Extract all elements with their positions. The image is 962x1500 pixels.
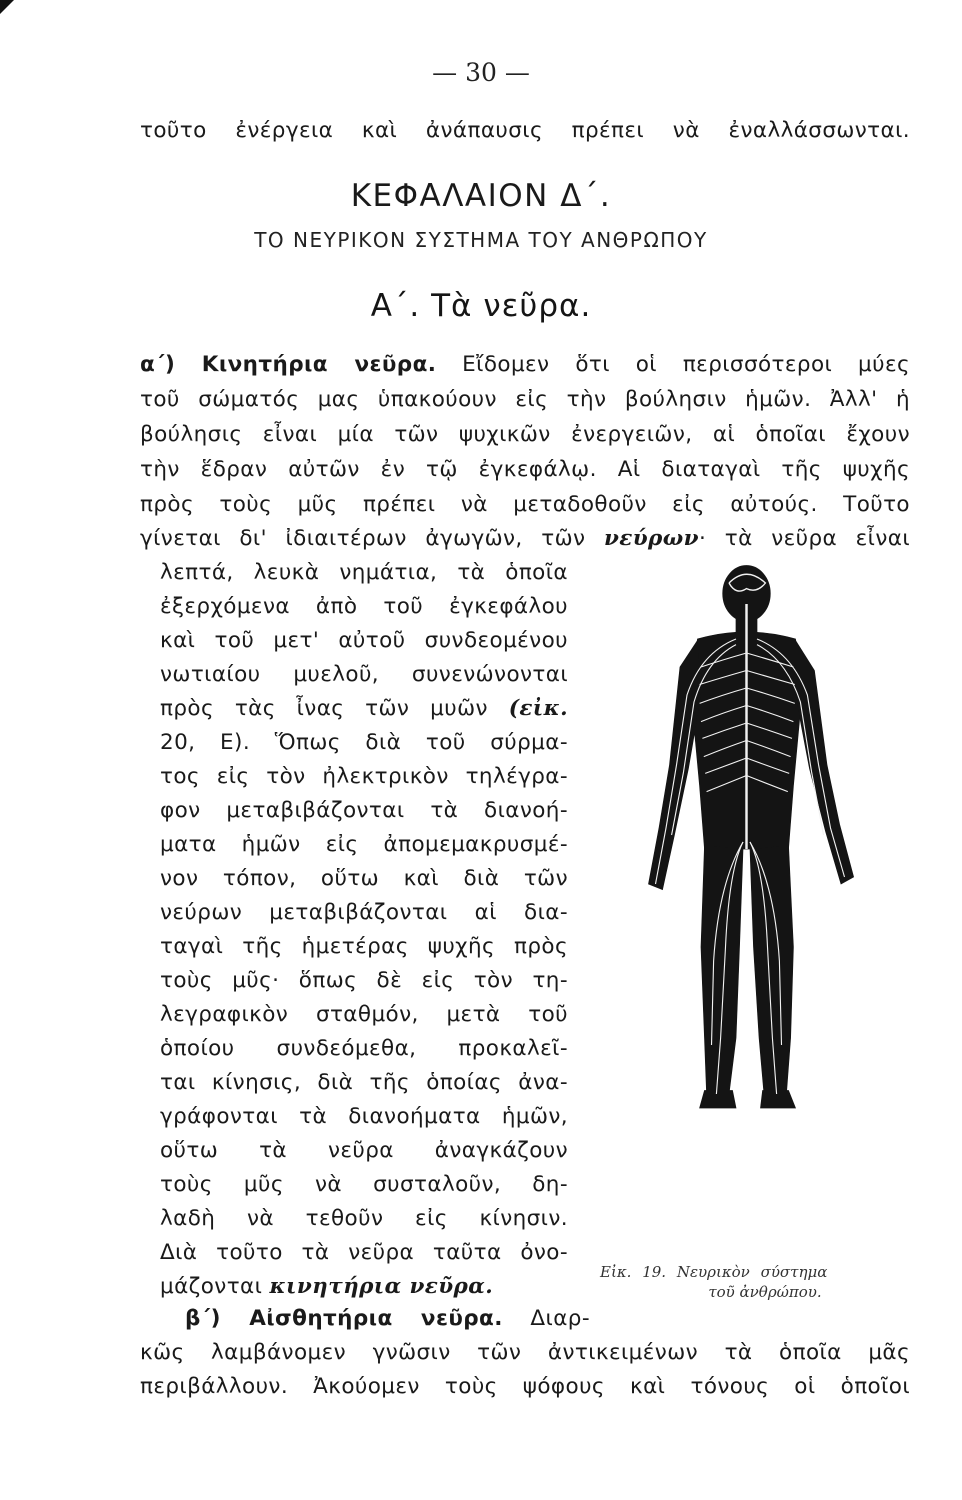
column-line-text: μάζονται — [160, 1274, 263, 1299]
paragraph-b-line-2: κῶς λαμβάνομεν γνῶσιν τῶν ἀντικειμένων τὰ ὁποῖα μᾶς — [140, 1340, 910, 1365]
paragraph-b-line-1-text: Διαρ- — [502, 1306, 590, 1331]
column-line: λεπτά, λευκὰ νημάτια, τὰ ὁποῖα — [160, 560, 568, 585]
sensory-nerves-heading: β΄) Αἰσθητήρια νεῦρα. — [185, 1306, 503, 1331]
nervous-system-figure — [580, 555, 920, 1255]
human-body-silhouette — [649, 566, 854, 1109]
column-line: νωτιαίου μυελοῦ, συνενώνονται — [160, 662, 568, 687]
column-line: τος εἰς τὸν ἠλεκτρικὸν τηλέγρα- — [160, 764, 568, 789]
column-line: ἐξερχόμενα ἀπὸ τοῦ ἐγκεφάλου — [160, 594, 568, 619]
page-number: — 30 — — [432, 58, 530, 87]
paragraph-a-line-3: βούλησις εἶναι μία τῶν ψυχικῶν ἐνεργειῶν, αἱ ὁποῖαι ἔχουν — [140, 422, 910, 447]
column-line — [160, 1274, 493, 1299]
paragraph-a-line-6 — [140, 526, 910, 551]
paragraph-b-line-1 — [185, 1306, 590, 1331]
column-line: φον μεταβιβάζονται τὰ διανοή- — [160, 798, 568, 823]
paragraph-a-line-1-text: Εἴδομεν ὅτι οἱ περισσότεροι μύες — [436, 352, 910, 377]
line-6-start: γίνεται δι' ἰδιαιτέρων ἀγωγῶν, τῶν — [140, 526, 604, 551]
paragraph-a-line-4: τὴν ἕδραν αὐτῶν ἐν τῷ ἐγκεφάλῳ. Αἱ διαταγαὶ τῆς ψυχῆς — [140, 457, 910, 482]
paragraph-a-line-5: πρὸς τοὺς μῦς πρέπει νὰ μεταδοθοῦν εἰς αὐτούς. Τοῦτο — [140, 492, 910, 517]
column-line: τοὺς μῦς· ὅπως δὲ εἰς τὸν τη- — [160, 968, 568, 993]
column-line: γράφονται τὰ διανοήματα ἡμῶν, — [160, 1104, 568, 1129]
paragraph-a-line-2: τοῦ σώματός μας ὑπακούουν εἰς τὴν βούλησιν ἡμῶν. Ἀλλ' ἡ — [140, 387, 910, 412]
figure-caption — [600, 1262, 930, 1302]
chapter-subtitle: ΤΟ ΝΕΥΡΙΚΟΝ ΣΥΣΤΗΜΑ ΤΟΥ ΑΝΘΡΩΠΟΥ — [254, 228, 708, 252]
column-line: τοὺς μῦς νὰ συσταλοῦν, δη- — [160, 1172, 568, 1197]
column-line-text: πρὸς τὰς ἶνας τῶν μυῶν — [160, 696, 488, 721]
motor-nerves-term: κινητήρια νεῦρα. — [269, 1274, 494, 1299]
column-line: Διὰ τοῦτο τὰ νεῦρα ταῦτα ὀνο- — [160, 1240, 568, 1265]
line-6-end: · τὰ νεῦρα εἶναι — [698, 526, 910, 551]
section-title: Α΄. Τὰ νεῦρα. — [370, 288, 592, 324]
nerves-term: νεύρων — [603, 526, 699, 551]
column-line: νεύρων μεταβιβάζονται αἱ δια- — [160, 900, 568, 925]
figure-caption-line-1: Εἰκ. 19. Νευρικὸν σύστημα — [600, 1263, 828, 1281]
motor-nerves-heading: α΄) Κινητήρια νεῦρα. — [140, 352, 437, 377]
column-line: οὕτω τὰ νεῦρα ἀναγκάζουν — [160, 1138, 568, 1163]
paragraph-b-line-3: περιβάλλουν. Ἀκούομεν τοὺς ψόφους καὶ τόνους οἱ ὁποῖοι — [140, 1374, 910, 1399]
column-line: ται κίνησις, διὰ τῆς ὁποίας ἀνα- — [160, 1070, 568, 1095]
column-line — [160, 696, 568, 721]
column-line: ὁποίου συνδεόμεθα, προκαλεῖ- — [160, 1036, 568, 1061]
column-line: νον τόπον, οὕτω καὶ διὰ τῶν — [160, 866, 568, 891]
column-line: λεγραφικὸν σταθμόν, μετὰ τοῦ — [160, 1002, 568, 1027]
column-line: ταγαὶ τῆς ἡμετέρας ψυχῆς πρὸς — [160, 934, 568, 959]
column-line: καὶ τοῦ μετ' αὐτοῦ συνδεομένου — [160, 628, 568, 653]
column-line: 20, Ε). Ὅπως διὰ τοῦ σύρμα- — [160, 730, 568, 755]
scan-corner-mark — [0, 0, 14, 14]
figure-reference: (εἰκ. — [508, 696, 568, 721]
column-line: λαδὴ νὰ τεθοῦν εἰς κίνησιν. — [160, 1206, 568, 1231]
column-line: ματα ἡμῶν εἰς ἀπομεμακρυσμέ- — [160, 832, 568, 857]
paragraph-a-line-1 — [140, 352, 910, 377]
chapter-title: ΚΕΦΑΛΑΙΟΝ Δ΄. — [350, 178, 612, 214]
figure-caption-line-2: τοῦ ἀνθρώπου. — [708, 1283, 822, 1301]
text-line-continuation: τοῦτο ἐνέργεια καὶ ἀνάπαυσις πρέπει νὰ ἐναλλάσσωνται. — [140, 118, 910, 143]
